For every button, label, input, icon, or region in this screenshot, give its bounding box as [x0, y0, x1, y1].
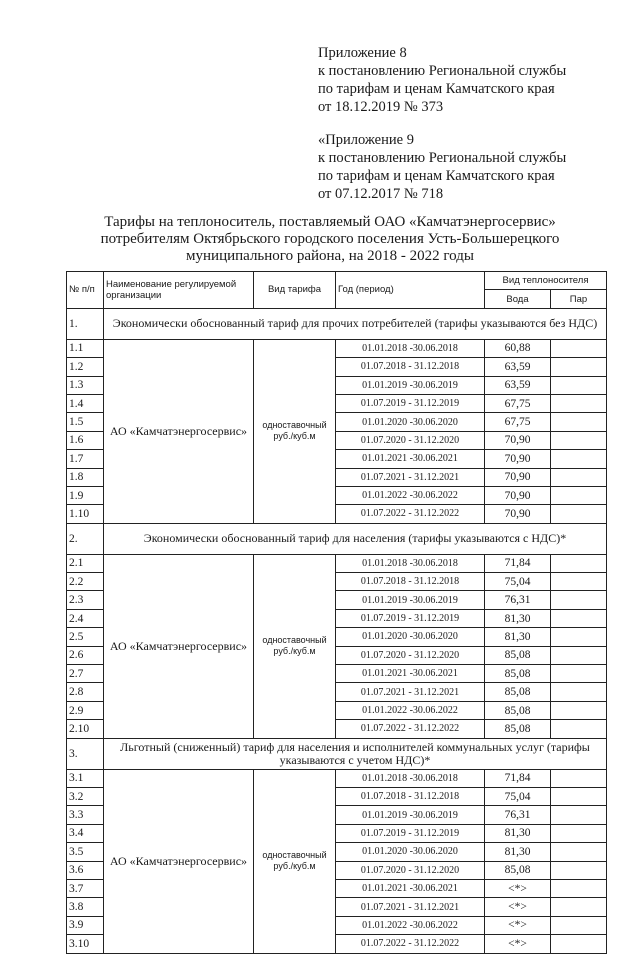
period-cell: 01.07.2018 - 31.12.2018 [336, 573, 485, 591]
section-title: Экономически обоснованный тариф для прочих потребителей (тарифы указываются без НДС) [104, 308, 607, 339]
period-cell: 01.01.2019 -30.06.2019 [336, 376, 485, 394]
title-line: потребителям Октябрьского городского поселения Усть-Большерецкого [100, 231, 560, 247]
row-number: 3.5 [67, 843, 104, 861]
water-tariff-cell: 67,75 [485, 413, 551, 431]
water-tariff-cell: 70,90 [485, 505, 551, 523]
row-number: 3.9 [67, 916, 104, 934]
period-cell: 01.01.2021 -30.06.2021 [336, 665, 485, 683]
row-number: 1.2 [67, 358, 104, 376]
water-tariff-cell: <*> [485, 935, 551, 953]
period-cell: 01.07.2019 - 31.12.2019 [336, 824, 485, 842]
period-cell: 01.01.2020 -30.06.2020 [336, 843, 485, 861]
steam-tariff-cell [551, 486, 607, 504]
steam-tariff-cell [551, 861, 607, 879]
document-title [60, 214, 600, 265]
water-tariff-cell: 70,90 [485, 431, 551, 449]
steam-tariff-cell [551, 376, 607, 394]
section-header-row [67, 523, 607, 554]
title-line: Тарифы на теплоноситель, поставляемый ОАО «Камчатэнергосервис» [104, 214, 556, 230]
tariff-kind: одноставочный руб./куб.м [254, 769, 336, 953]
water-tariff-cell: 70,90 [485, 468, 551, 486]
water-tariff-cell: 63,59 [485, 376, 551, 394]
steam-tariff-cell [551, 665, 607, 683]
water-tariff-cell: 85,08 [485, 665, 551, 683]
table-header-row [67, 272, 607, 290]
period-cell: 01.07.2022 - 31.12.2022 [336, 505, 485, 523]
row-number: 2.2 [67, 573, 104, 591]
period-cell: 01.07.2021 - 31.12.2021 [336, 683, 485, 701]
water-tariff-cell: 85,08 [485, 701, 551, 719]
period-cell: 01.07.2021 - 31.12.2021 [336, 898, 485, 916]
row-number: 1.5 [67, 413, 104, 431]
water-tariff-cell: 81,30 [485, 628, 551, 646]
period-cell: 01.07.2020 - 31.12.2020 [336, 646, 485, 664]
steam-tariff-cell [551, 769, 607, 787]
water-tariff-cell: <*> [485, 879, 551, 897]
steam-tariff-cell [551, 806, 607, 824]
header-water: Вода [485, 290, 551, 308]
steam-tariff-cell [551, 898, 607, 916]
appendix-header-line: от 18.12.2019 № 373 [318, 99, 444, 115]
header-num: № п/п [67, 272, 104, 309]
water-tariff-cell: 85,08 [485, 720, 551, 738]
appendix-header-line: по тарифам и ценам Камчатского края [318, 81, 555, 97]
appendix-header-line: Приложение 8 [318, 45, 407, 61]
period-cell: 01.01.2022 -30.06.2022 [336, 701, 485, 719]
period-cell: 01.01.2018 -30.06.2018 [336, 769, 485, 787]
period-cell: 01.01.2018 -30.06.2018 [336, 554, 485, 572]
row-number: 1.3 [67, 376, 104, 394]
appendix-header-current [318, 44, 618, 116]
period-cell: 01.01.2021 -30.06.2021 [336, 879, 485, 897]
row-number: 2.8 [67, 683, 104, 701]
organization-name: АО «Камчатэнергосервис» [104, 769, 254, 953]
water-tariff-cell: 75,04 [485, 787, 551, 805]
row-number: 2.6 [67, 646, 104, 664]
row-number: 3.3 [67, 806, 104, 824]
table-row [67, 769, 607, 787]
row-number: 2.5 [67, 628, 104, 646]
water-tariff-cell: 63,59 [485, 358, 551, 376]
row-number: 2.1 [67, 554, 104, 572]
steam-tariff-cell [551, 843, 607, 861]
row-number: 3.6 [67, 861, 104, 879]
water-tariff-cell: 76,31 [485, 591, 551, 609]
row-number: 2.9 [67, 701, 104, 719]
section-title: Экономически обоснованный тариф для населения (тарифы указываются с НДС)* [104, 523, 607, 554]
steam-tariff-cell [551, 935, 607, 953]
steam-tariff-cell [551, 358, 607, 376]
water-tariff-cell: 81,30 [485, 609, 551, 627]
header-org: Наименование регулируемой организации [104, 272, 254, 309]
steam-tariff-cell [551, 468, 607, 486]
period-cell: 01.07.2019 - 31.12.2019 [336, 394, 485, 412]
tariff-kind: одноставочный руб./куб.м [254, 339, 336, 523]
table-row [67, 339, 607, 357]
steam-tariff-cell [551, 394, 607, 412]
tariff-table [66, 271, 607, 954]
period-cell: 01.07.2021 - 31.12.2021 [336, 468, 485, 486]
row-number: 3.1 [67, 769, 104, 787]
section-number: 3. [67, 738, 104, 769]
water-tariff-cell: <*> [485, 916, 551, 934]
header-period: Год (период) [336, 272, 485, 309]
section-header-row [67, 738, 607, 769]
period-cell: 01.01.2020 -30.06.2020 [336, 628, 485, 646]
period-cell: 01.07.2022 - 31.12.2022 [336, 935, 485, 953]
row-number: 3.4 [67, 824, 104, 842]
row-number: 1.8 [67, 468, 104, 486]
row-number: 1.9 [67, 486, 104, 504]
period-cell: 01.07.2018 - 31.12.2018 [336, 787, 485, 805]
row-number: 3.8 [67, 898, 104, 916]
period-cell: 01.01.2018 -30.06.2018 [336, 339, 485, 357]
organization-name: АО «Камчатэнергосервис» [104, 339, 254, 523]
water-tariff-cell: 81,30 [485, 843, 551, 861]
water-tariff-cell: 81,30 [485, 824, 551, 842]
period-cell: 01.07.2022 - 31.12.2022 [336, 720, 485, 738]
appendix-header-line: к постановлению Региональной службы [318, 63, 567, 79]
water-tariff-cell: 75,04 [485, 573, 551, 591]
water-tariff-cell: 70,90 [485, 450, 551, 468]
steam-tariff-cell [551, 554, 607, 572]
water-tariff-cell: 85,08 [485, 646, 551, 664]
row-number: 1.1 [67, 339, 104, 357]
appendix-header-line: к постановлению Региональной службы [318, 150, 567, 166]
steam-tariff-cell [551, 646, 607, 664]
row-number: 3.7 [67, 879, 104, 897]
table-row [67, 554, 607, 572]
period-cell: 01.01.2020 -30.06.2020 [336, 413, 485, 431]
header-kind: Вид тарифа [254, 272, 336, 309]
water-tariff-cell: 76,31 [485, 806, 551, 824]
steam-tariff-cell [551, 591, 607, 609]
row-number: 2.3 [67, 591, 104, 609]
title-line: муниципального района, на 2018 - 2022 годы [186, 248, 474, 264]
row-number: 2.4 [67, 609, 104, 627]
water-tariff-cell: 60,88 [485, 339, 551, 357]
section-header-row [67, 308, 607, 339]
row-number: 2.10 [67, 720, 104, 738]
water-tariff-cell: 85,08 [485, 683, 551, 701]
row-number: 2.7 [67, 665, 104, 683]
period-cell: 01.07.2019 - 31.12.2019 [336, 609, 485, 627]
water-tariff-cell: 71,84 [485, 769, 551, 787]
section-number: 2. [67, 523, 104, 554]
steam-tariff-cell [551, 609, 607, 627]
row-number: 1.4 [67, 394, 104, 412]
appendix-header-line: по тарифам и ценам Камчатского края [318, 168, 555, 184]
steam-tariff-cell [551, 413, 607, 431]
steam-tariff-cell [551, 824, 607, 842]
appendix-header-line: «Приложение 9 [318, 132, 414, 148]
row-number: 1.7 [67, 450, 104, 468]
period-cell: 01.07.2020 - 31.12.2020 [336, 431, 485, 449]
steam-tariff-cell [551, 450, 607, 468]
steam-tariff-cell [551, 916, 607, 934]
steam-tariff-cell [551, 787, 607, 805]
organization-name: АО «Камчатэнергосервис» [104, 554, 254, 738]
steam-tariff-cell [551, 720, 607, 738]
water-tariff-cell: 85,08 [485, 861, 551, 879]
period-cell: 01.07.2018 - 31.12.2018 [336, 358, 485, 376]
steam-tariff-cell [551, 339, 607, 357]
steam-tariff-cell [551, 505, 607, 523]
row-number: 1.6 [67, 431, 104, 449]
header-carrier: Вид теплоносителя [485, 272, 607, 290]
row-number: 3.10 [67, 935, 104, 953]
period-cell: 01.01.2022 -30.06.2022 [336, 916, 485, 934]
row-number: 1.10 [67, 505, 104, 523]
water-tariff-cell: 71,84 [485, 554, 551, 572]
period-cell: 01.07.2020 - 31.12.2020 [336, 861, 485, 879]
section-number: 1. [67, 308, 104, 339]
tariff-kind: одноставочный руб./куб.м [254, 554, 336, 738]
period-cell: 01.01.2019 -30.06.2019 [336, 591, 485, 609]
water-tariff-cell: <*> [485, 898, 551, 916]
steam-tariff-cell [551, 431, 607, 449]
section-title: Льготный (сниженный) тариф для населения и исполнителей коммунальных услуг (тарифы указываются с учетом НДС)* [104, 738, 607, 769]
table-body [67, 308, 607, 953]
row-number: 3.2 [67, 787, 104, 805]
period-cell: 01.01.2021 -30.06.2021 [336, 450, 485, 468]
steam-tariff-cell [551, 628, 607, 646]
appendix-header-original [318, 131, 618, 203]
steam-tariff-cell [551, 573, 607, 591]
period-cell: 01.01.2022 -30.06.2022 [336, 486, 485, 504]
steam-tariff-cell [551, 879, 607, 897]
appendix-header-line: от 07.12.2017 № 718 [318, 186, 444, 202]
water-tariff-cell: 67,75 [485, 394, 551, 412]
header-steam: Пар [551, 290, 607, 308]
water-tariff-cell: 70,90 [485, 486, 551, 504]
period-cell: 01.01.2019 -30.06.2019 [336, 806, 485, 824]
steam-tariff-cell [551, 701, 607, 719]
steam-tariff-cell [551, 683, 607, 701]
